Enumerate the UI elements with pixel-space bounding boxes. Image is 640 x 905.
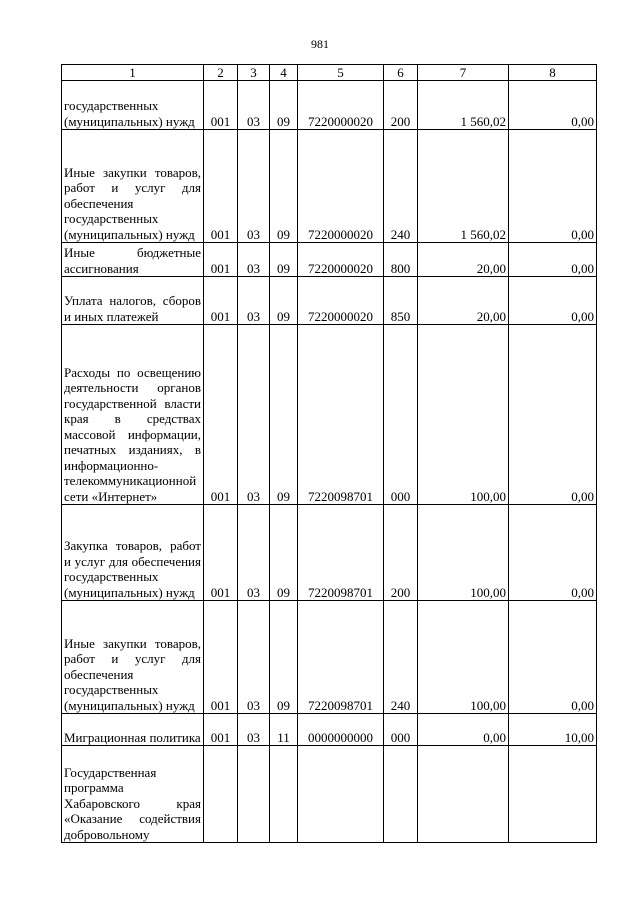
cell-target-article: 7220000020 bbox=[298, 243, 384, 277]
cell-target-article bbox=[298, 746, 384, 843]
cell-amount-2 bbox=[509, 746, 597, 843]
cell-amount-1: 1 560,02 bbox=[418, 130, 509, 243]
cell-section bbox=[238, 746, 270, 843]
cell-amount-1: 20,00 bbox=[418, 243, 509, 277]
cell-ministry: 001 bbox=[204, 714, 238, 746]
cell-expense-type bbox=[384, 746, 418, 843]
cell-amount-1: 20,00 bbox=[418, 277, 509, 325]
cell-section: 03 bbox=[238, 325, 270, 505]
table-row bbox=[62, 325, 597, 505]
budget-table bbox=[61, 64, 597, 843]
header-col-2: 2 bbox=[204, 65, 238, 81]
cell-section: 03 bbox=[238, 714, 270, 746]
cell-ministry: 001 bbox=[204, 601, 238, 714]
cell-subsection: 09 bbox=[270, 505, 298, 601]
cell-subsection: 09 bbox=[270, 277, 298, 325]
row-name: Расходы по освещению деятельности органов государственной власти края в средствах массовой информации, печатных изданиях, в информационно-телекоммуникационной сети «Интернет» bbox=[62, 325, 204, 505]
header-col-8: 8 bbox=[509, 65, 597, 81]
table-row bbox=[62, 277, 597, 325]
cell-ministry bbox=[204, 746, 238, 843]
cell-target-article: 7220098701 bbox=[298, 325, 384, 505]
cell-target-article: 7220000020 bbox=[298, 277, 384, 325]
cell-ministry: 001 bbox=[204, 277, 238, 325]
cell-expense-type: 850 bbox=[384, 277, 418, 325]
cell-subsection bbox=[270, 746, 298, 843]
cell-amount-1 bbox=[418, 746, 509, 843]
cell-target-article: 7220098701 bbox=[298, 601, 384, 714]
cell-expense-type: 240 bbox=[384, 130, 418, 243]
table-row bbox=[62, 505, 597, 601]
cell-expense-type: 240 bbox=[384, 601, 418, 714]
row-name: Закупка товаров, работ и услуг для обеспечения государственных (муниципальных) нужд bbox=[62, 505, 204, 601]
header-col-7: 7 bbox=[418, 65, 509, 81]
cell-section: 03 bbox=[238, 505, 270, 601]
cell-amount-2: 0,00 bbox=[509, 601, 597, 714]
header-col-1: 1 bbox=[62, 65, 204, 81]
cell-expense-type: 800 bbox=[384, 243, 418, 277]
cell-ministry: 001 bbox=[204, 130, 238, 243]
header-col-5: 5 bbox=[298, 65, 384, 81]
header-col-4: 4 bbox=[270, 65, 298, 81]
table-row bbox=[62, 130, 597, 243]
cell-section: 03 bbox=[238, 81, 270, 130]
cell-expense-type: 200 bbox=[384, 505, 418, 601]
cell-amount-2: 0,00 bbox=[509, 325, 597, 505]
cell-section: 03 bbox=[238, 243, 270, 277]
cell-amount-2: 0,00 bbox=[509, 243, 597, 277]
header-col-6: 6 bbox=[384, 65, 418, 81]
table-row bbox=[62, 746, 597, 843]
cell-section: 03 bbox=[238, 601, 270, 714]
cell-amount-2: 0,00 bbox=[509, 505, 597, 601]
cell-ministry: 001 bbox=[204, 243, 238, 277]
cell-subsection: 09 bbox=[270, 243, 298, 277]
cell-amount-1: 100,00 bbox=[418, 505, 509, 601]
table-row bbox=[62, 81, 597, 130]
cell-expense-type: 000 bbox=[384, 714, 418, 746]
cell-target-article: 7220000020 bbox=[298, 81, 384, 130]
table-row bbox=[62, 601, 597, 714]
cell-ministry: 001 bbox=[204, 81, 238, 130]
row-name: Миграционная политика bbox=[62, 714, 204, 746]
row-name: Иные бюджетные ассигнования bbox=[62, 243, 204, 277]
cell-section: 03 bbox=[238, 277, 270, 325]
row-name: Государственная программа Хабаровского края «Оказание содействия добровольному bbox=[62, 746, 204, 843]
cell-subsection: 09 bbox=[270, 130, 298, 243]
row-name: Иные закупки товаров, работ и услуг для обеспечения государственных (муниципальных) нужд bbox=[62, 601, 204, 714]
cell-expense-type: 200 bbox=[384, 81, 418, 130]
header-col-3: 3 bbox=[238, 65, 270, 81]
cell-ministry: 001 bbox=[204, 325, 238, 505]
row-name: государственных (муниципальных) нужд bbox=[62, 81, 204, 130]
cell-target-article: 7220000020 bbox=[298, 130, 384, 243]
cell-subsection: 09 bbox=[270, 81, 298, 130]
table-row bbox=[62, 714, 597, 746]
cell-target-article: 0000000000 bbox=[298, 714, 384, 746]
cell-amount-2: 10,00 bbox=[509, 714, 597, 746]
cell-amount-1: 100,00 bbox=[418, 601, 509, 714]
cell-ministry: 001 bbox=[204, 505, 238, 601]
row-name: Иные закупки товаров, работ и услуг для обеспечения государственных (муниципальных) нужд bbox=[62, 130, 204, 243]
cell-amount-1: 1 560,02 bbox=[418, 81, 509, 130]
cell-subsection: 09 bbox=[270, 601, 298, 714]
row-name: Уплата налогов, сборов и иных платежей bbox=[62, 277, 204, 325]
cell-expense-type: 000 bbox=[384, 325, 418, 505]
header-row bbox=[62, 65, 597, 81]
cell-section: 03 bbox=[238, 130, 270, 243]
page-number: 981 bbox=[311, 37, 329, 51]
cell-subsection: 09 bbox=[270, 325, 298, 505]
cell-amount-1: 0,00 bbox=[418, 714, 509, 746]
cell-amount-2: 0,00 bbox=[509, 277, 597, 325]
cell-target-article: 7220098701 bbox=[298, 505, 384, 601]
cell-subsection: 11 bbox=[270, 714, 298, 746]
cell-amount-2: 0,00 bbox=[509, 81, 597, 130]
table-row bbox=[62, 243, 597, 277]
cell-amount-2: 0,00 bbox=[509, 130, 597, 243]
cell-amount-1: 100,00 bbox=[418, 325, 509, 505]
